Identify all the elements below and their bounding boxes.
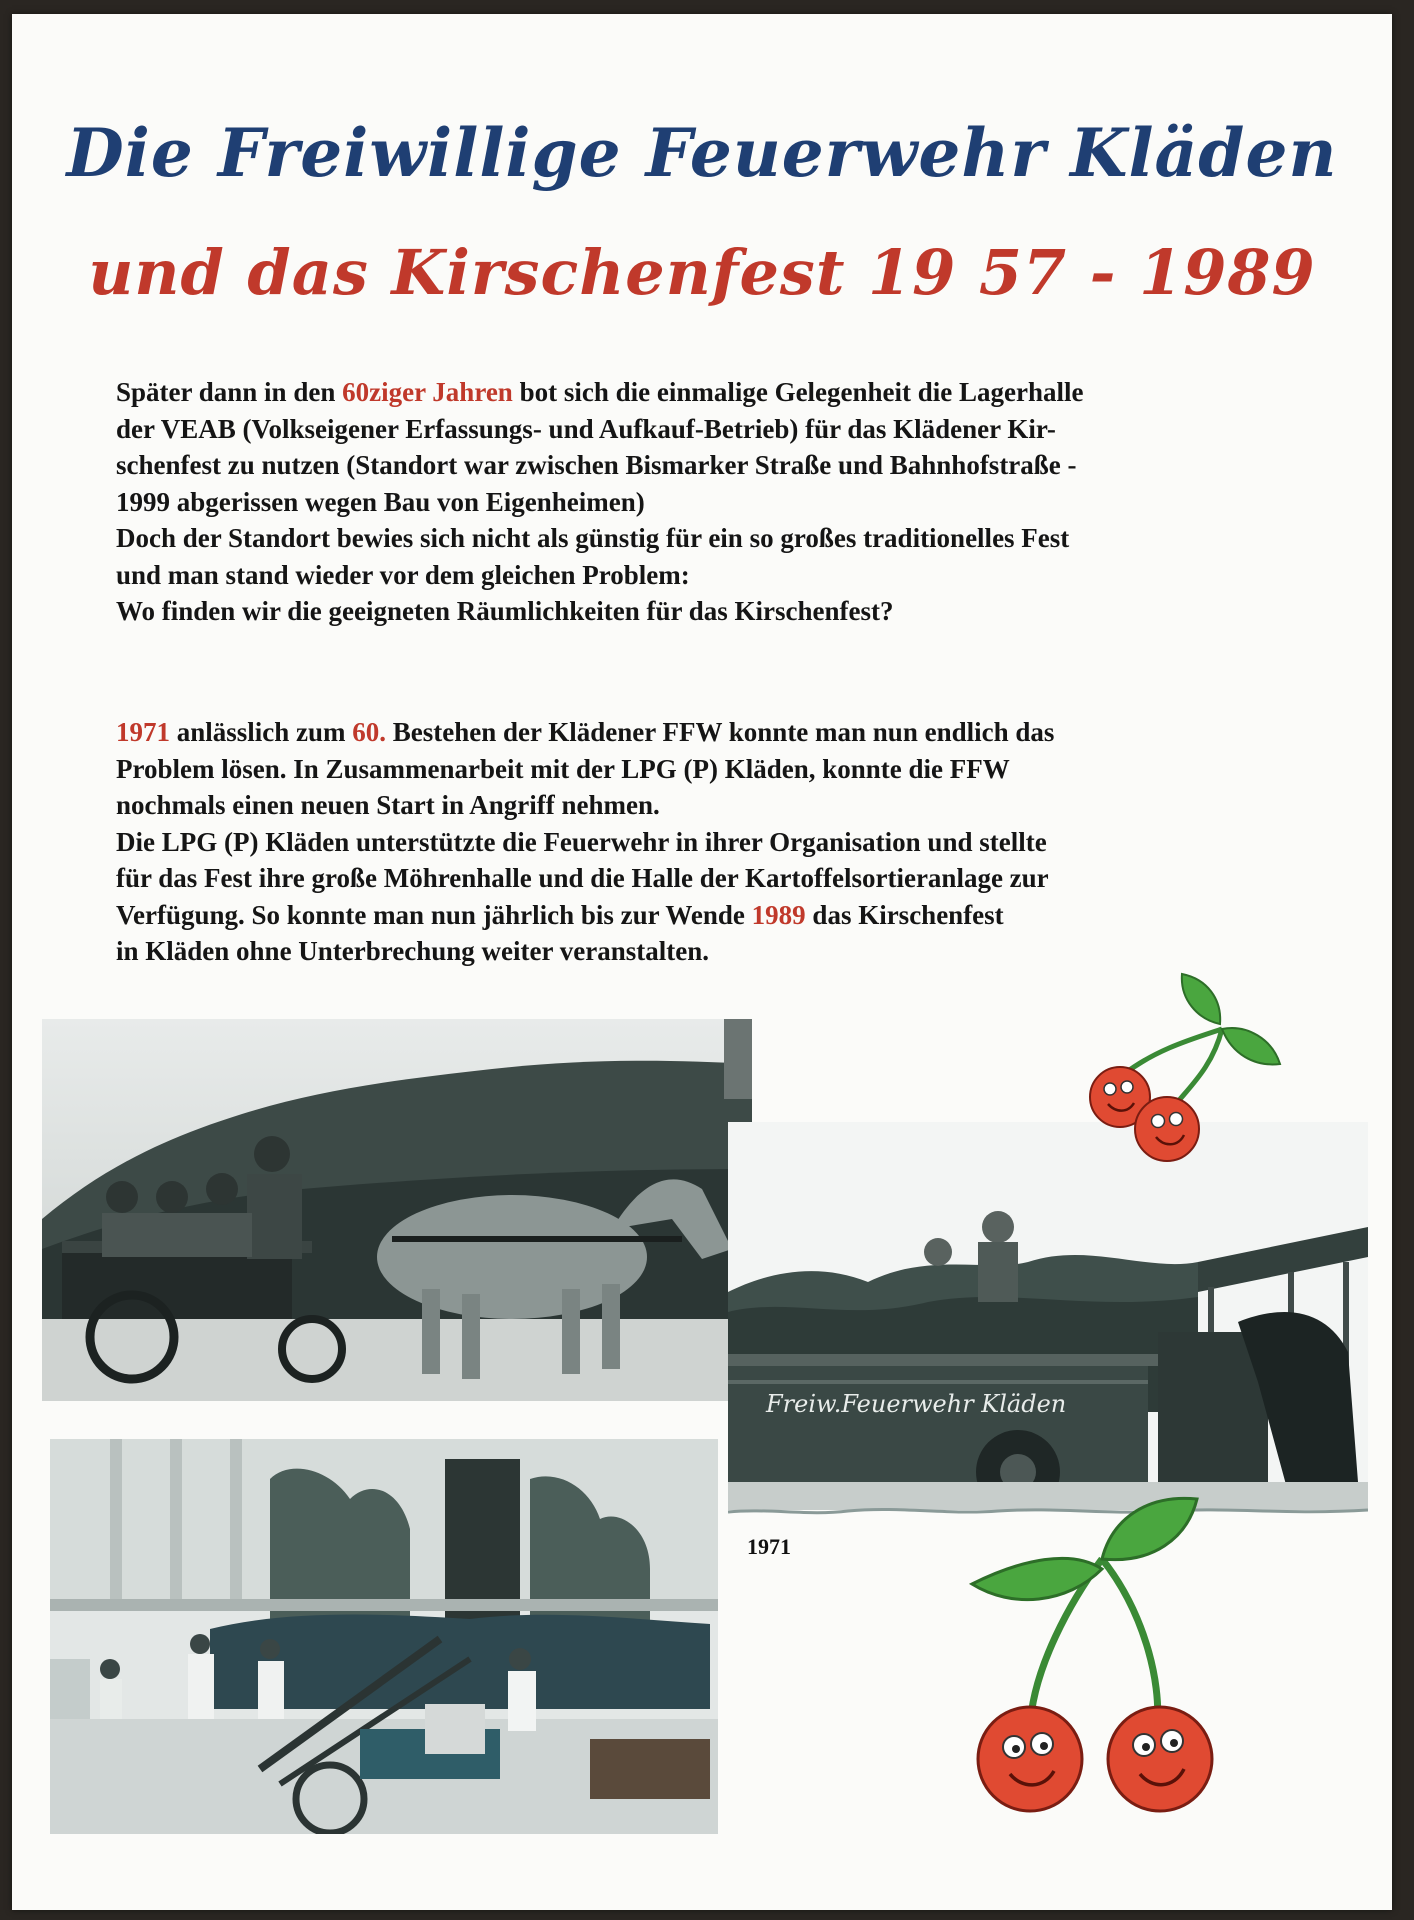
text-span: bot sich die einmalige Gelegenheit die Lagerhalle [512,377,1084,407]
photo-horse-wagon [42,1019,752,1401]
paragraph-2-line-3: nochmals einen neuen Start in Angriff nehmen. [116,790,660,820]
highlight-60: 60. [352,717,387,747]
paragraph-1-line-4: 1999 abgerissen wegen Bau von Eigenheimen) [116,486,645,517]
cherry-pair-large-icon [952,1479,1282,1824]
highlight-1989: 1989 [751,899,806,930]
text-span: Bestehen der Klädener FFW konnte man nun endlich das [386,717,1055,747]
paragraph-1-line-7: Wo finden wir die geeigneten Räumlichkeiten für das Kirschenfest? [116,596,894,626]
paragraph-2-line-7: in Kläden ohne Unterbrechung weiter veranstalten. [116,936,709,966]
paragraph-2-line-2: Problem lösen. In Zusammenarbeit mit der LPG (P) Kläden, konnte die FFW [116,753,1010,784]
paragraph-2-line-6 [116,897,1316,934]
paragraph-1-line-6: und man stand wieder vor dem gleichen Problem: [116,559,690,590]
paragraph-1 [116,374,1316,630]
highlight-1971: 1971 [116,717,170,747]
text-span: Später dann in den [116,377,343,407]
paragraph-2-line-4: Die LPG (P) Kläden unterstützte die Feuerwehr in ihrer Organisation und stellte [116,826,1047,857]
text-span: anlässlich zum [170,717,353,747]
paragraph-2-line-1 [116,714,1316,751]
wagon-sign-text: Freiw.Feuerwehr Kläden [766,1390,1067,1418]
paragraph-1-line-1 [116,374,1316,411]
text-span: Verfügung. So konnte man nun jährlich bis zur Wende [116,899,752,930]
paragraph-1-line-2: der VEAB (Volkseigener Erfassungs- und Aufkauf-Betrieb) für das Klädener Kir- [116,413,1056,444]
paragraph-1-line-5: Doch der Standort bewies sich nicht als günstig für ein so großes traditionelles Fest [116,523,1070,553]
text-span: das Kirschenfest [805,899,1004,930]
paragraph-1-line-3: schenfest zu nutzen (Standort war zwischen Bismarker Straße und Bahnhofstraße - [116,450,1077,480]
photo-fire-brigade-wagon [728,1122,1368,1510]
photo-caption-year: 1971 [747,1534,791,1559]
photo-crowd-hall [50,1439,718,1834]
highlight-60ziger-jahren: 60ziger Jahren [342,377,513,407]
document-page [12,14,1392,1910]
title-line-2: und das Kirschenfest 19 57 - 1989 [88,236,1316,309]
paragraph-2-line-5: für das Fest ihre große Möhrenhalle und die Halle der Kartoffelsortieranlage zur [116,863,1049,893]
title-line-1: Die Freiwillige Feuerwehr Kläden [66,114,1338,192]
paragraph-2 [116,714,1316,970]
cherry-pair-small-icon [1072,969,1292,1179]
